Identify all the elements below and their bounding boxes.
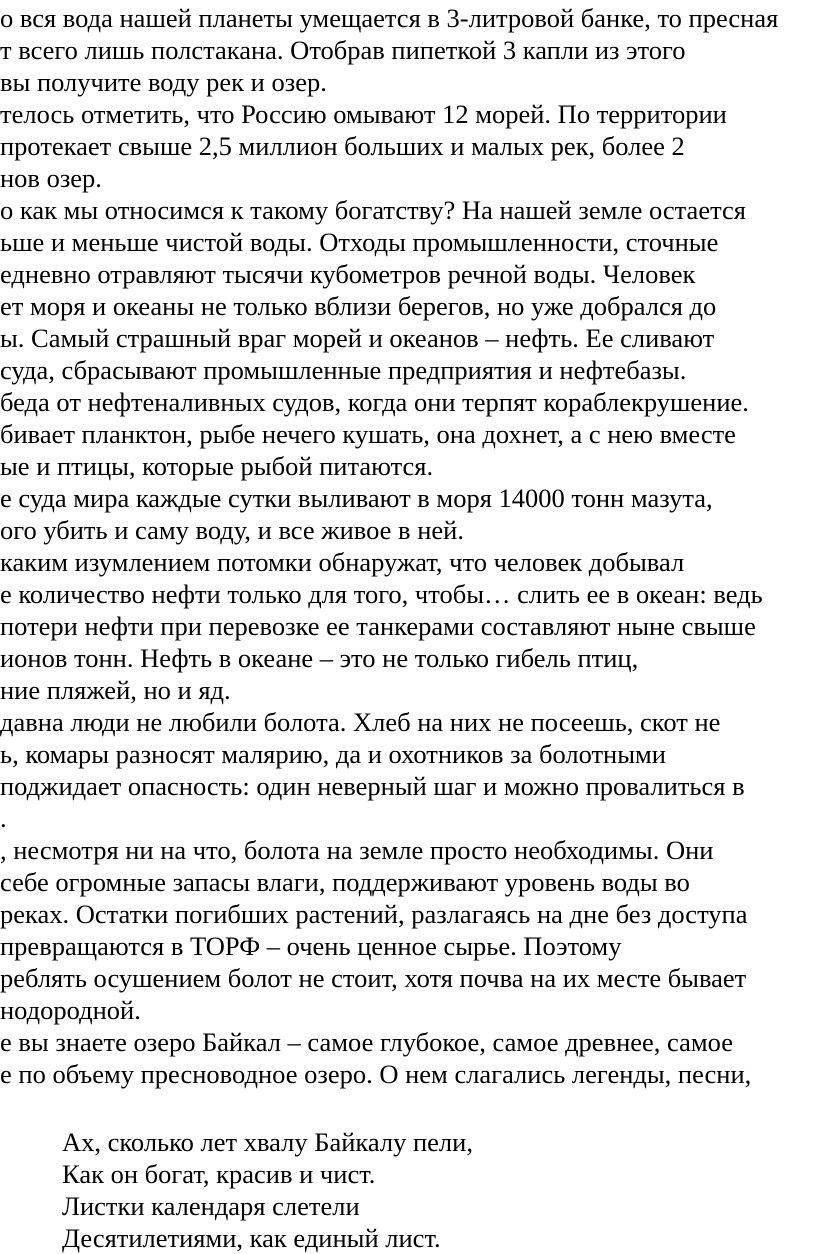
text-line: е количество нефти только для того, чтобы… слить ее в океан: ведь — [0, 579, 763, 609]
text-line: е по объему пресноводное озеро. О нем слагались легенды, песни, — [0, 1059, 752, 1089]
text-line: едневно отравляют тысячи кубометров речной воды. Человек — [0, 259, 696, 289]
text-line: е суда мира каждые сутки выливают в моря 14000 тонн мазута, — [0, 483, 713, 513]
text-line: каким изумлением потомки обнаружат, что человек добывал — [0, 547, 685, 577]
text-line: ьше и меньше чистой воды. Отходы промышленности, сточные — [0, 227, 719, 257]
poem-line: Как он богат, красив и чист. — [62, 1159, 376, 1189]
text-line: ет моря и океаны не только вблизи берегов, но уже добрался до — [0, 291, 717, 321]
text-line: ь, комары разносят малярию, да и охотников за болотными — [0, 739, 666, 769]
text-line: ого убить и саму воду, и все живое в ней. — [0, 515, 464, 545]
text-line: превращаются в ТОРФ – очень ценное сырье. Поэтому — [0, 931, 622, 961]
poem-line: Ах, сколько лет хвалу Байкалу пели, — [62, 1127, 473, 1157]
text-line: ние пляжей, но и яд. — [0, 675, 231, 705]
text-line: т всего лишь полстакана. Отобрав пипеткой 3 капли из этого — [0, 35, 686, 65]
text-line: протекает свыше 2,5 миллион больших и малых рек, более 2 — [0, 131, 685, 161]
text-line: реках. Остатки погибших растений, разлагаясь на дне без доступа — [0, 899, 748, 929]
poem-line: Листки календаря слетели — [62, 1191, 360, 1221]
text-line: поджидает опасность: один неверный шаг и можно провалиться в — [0, 771, 745, 801]
text-line: суда, сбрасывают промышленные предприятия и нефтебазы. — [0, 355, 687, 385]
text-line: потери нефти при перевозке ее танкерами составляют ныне свыше — [0, 611, 756, 641]
poem-line: Десятилетиями, как единый лист. — [62, 1223, 441, 1253]
text-line: давна люди не любили болота. Хлеб на них не посеешь, скот не — [0, 707, 721, 737]
text-line: вы получите воду рек и озер. — [0, 67, 327, 97]
text-line: телось отметить, что Россию омывают 12 морей. По территории — [0, 99, 727, 129]
text-line: ы. Самый страшный враг морей и океанов – нефть. Ее сливают — [0, 323, 715, 353]
text-line: реблять осушением болот не стоит, хотя почва на их месте бывает — [0, 963, 747, 993]
text-line: о как мы относимся к такому богатству? На нашей земле остается — [0, 195, 746, 225]
text-line: е вы знаете озеро Байкал – самое глубокое, самое древнее, самое — [0, 1027, 733, 1057]
text-line: ионов тонн. Нефть в океане – это не только гибель птиц, — [0, 643, 639, 673]
text-line: себе огромные запасы влаги, поддерживают уровень воды во — [0, 867, 690, 897]
text-line: бивает планктон, рыбе нечего кушать, она дохнет, а с нею вместе — [0, 419, 736, 449]
text-line: . — [0, 803, 7, 833]
text-line: нодородной. — [0, 995, 141, 1025]
text-line: беда от нефтеналивных судов, когда они терпят кораблекрушение. — [0, 387, 749, 417]
text-line: о вся вода нашей планеты умещается в 3-литровой банке, то пресная — [0, 3, 779, 33]
text-line: ые и птицы, которые рыбой питаются. — [0, 451, 434, 481]
text-line: нов озер. — [0, 163, 102, 193]
text-line: , несмотря ни на что, болота на земле просто необходимы. Они — [0, 835, 714, 865]
